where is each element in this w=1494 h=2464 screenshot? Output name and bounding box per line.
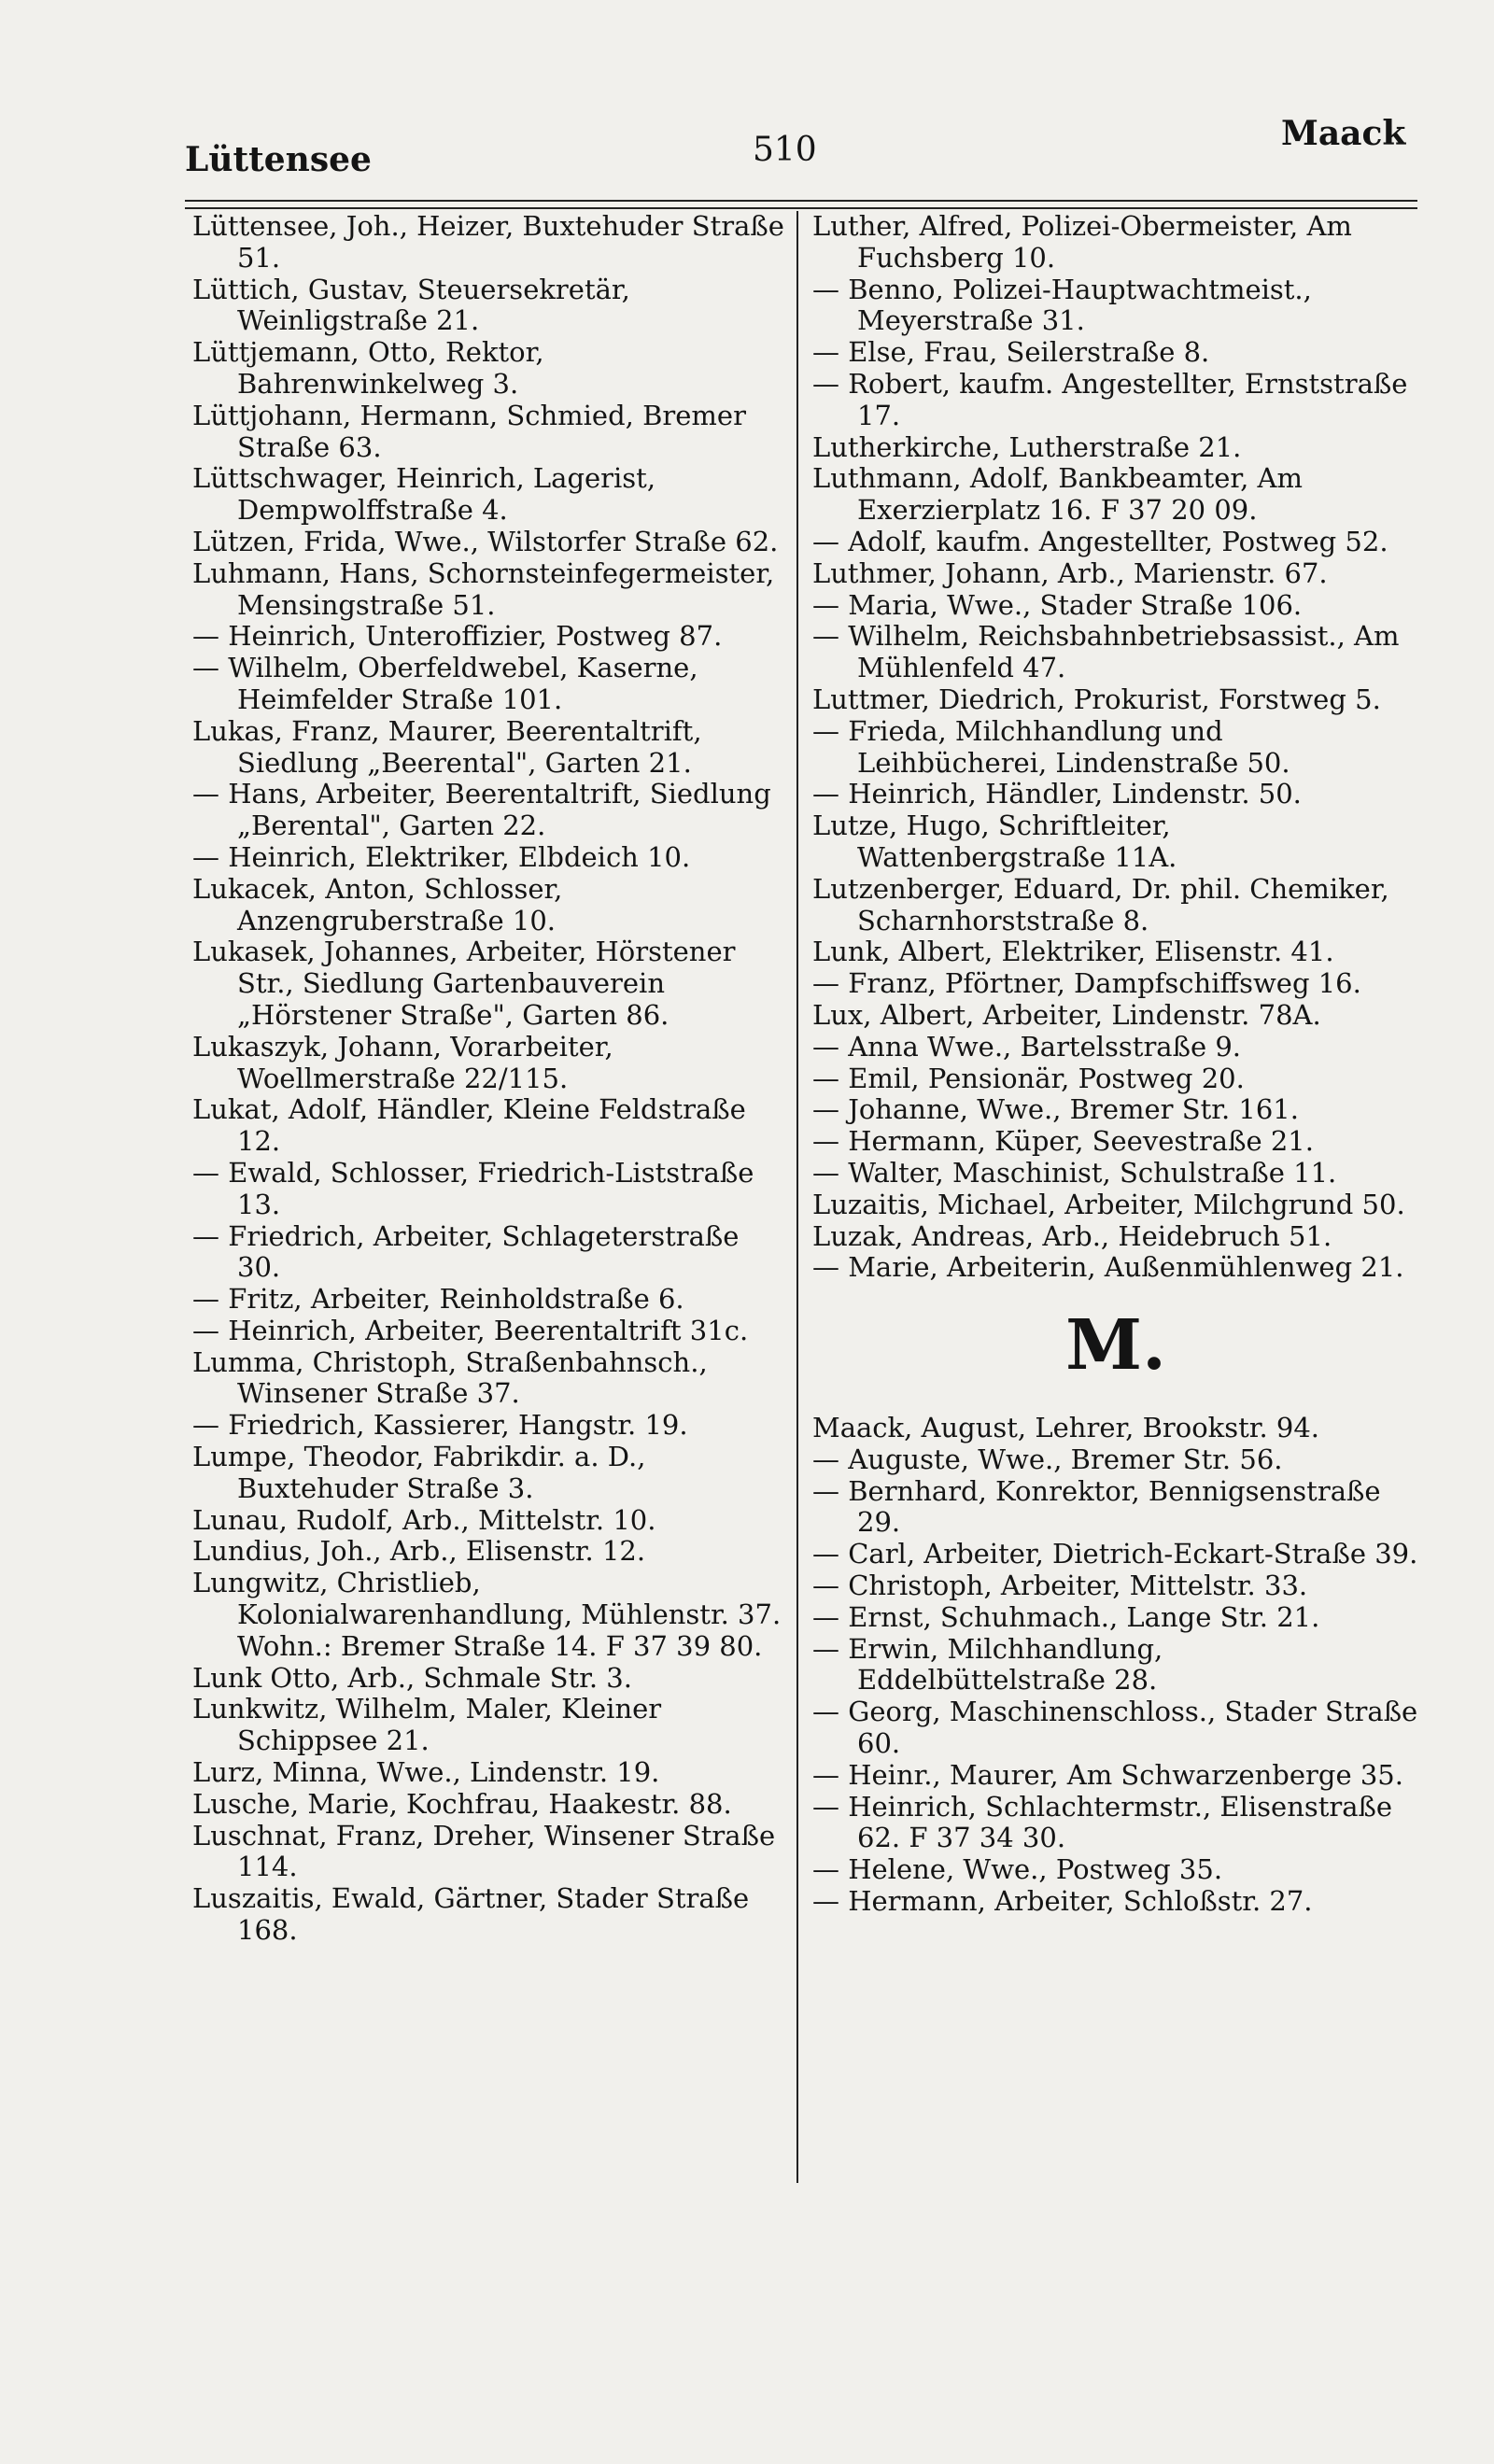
directory-entry: Lunkwitz, Wilhelm, Maler, Kleiner Schippsee 21. <box>192 1693 662 1757</box>
directory-entry: Lungwitz, Christlieb, Kolonialwarenhandlung, Mühlenstr. 37. Wohn.: Bremer Straße 14. F 37 39 80. <box>192 1567 782 1662</box>
directory-entry: Lukaszyk, Johann, Vorarbeiter, Woellmerstraße 22/115. <box>192 1030 613 1094</box>
directory-entry: — Erwin, Milchhandlung, Eddelbüttelstraße 28. <box>812 1632 1163 1697</box>
directory-entry: Luthmann, Adolf, Bankbeamter, Am Exerzierplatz 16. F 37 20 09. <box>812 462 1303 527</box>
directory-entry: — Emil, Pensionär, Postweg 20. <box>812 1062 1245 1094</box>
directory-entry: Luthmer, Johann, Arb., Marienstr. 67. <box>812 556 1328 589</box>
directory-entry: — Robert, kaufm. Angestellter, Ernststraße 17. <box>812 367 1408 431</box>
directory-entry: — Maria, Wwe., Stader Straße 106. <box>812 588 1303 621</box>
directory-entry: Lundius, Joh., Arb., Elisenstr. 12. <box>192 1535 646 1568</box>
directory-entry: Lunk Otto, Arb., Schmale Str. 3. <box>192 1661 632 1694</box>
page-header <box>0 0 1494 187</box>
directory-entry: Lukat, Adolf, Händler, Kleine Feldstraße 12. <box>192 1093 746 1158</box>
directory-entry: Lutze, Hugo, Schriftleiter, Wattenbergstraße 11A. <box>812 810 1177 873</box>
directory-entry: — Wilhelm, Reichsbahnbetriebsassist., Am Mühlenfeld 47. <box>812 620 1400 684</box>
directory-entry: — Franz, Pförtner, Dampfschiffsweg 16. <box>812 967 1361 1000</box>
directory-entry: Lüttjemann, Otto, Rektor, Bahrenwinkelweg 3. <box>192 336 544 400</box>
directory-entry: — Johanne, Wwe., Bremer Str. 161. <box>812 1093 1299 1126</box>
directory-entry: — Hermann, Arbeiter, Schloßstr. 27. <box>812 1885 1313 1918</box>
left-column <box>192 211 784 1947</box>
directory-entry: — Walter, Maschinist, Schulstraße 11. <box>812 1156 1337 1189</box>
directory-entry: Lukasek, Johannes, Arbeiter, Hörstener Str., Siedlung Gartenbauverein „Hörstener Straße", Garten 86. <box>192 936 736 1031</box>
directory-entry: — Fritz, Arbeiter, Reinholdstraße 6. <box>192 1283 684 1316</box>
directory-entry: — Georg, Maschinenschloss., Stader Straße 60. <box>812 1696 1418 1760</box>
column-divider <box>796 211 798 2183</box>
directory-entry: Luschnat, Franz, Dreher, Winsener Straße 114. <box>192 1819 776 1883</box>
directory-entry: — Wilhelm, Oberfeldwebel, Kaserne, Heimfelder Straße 101. <box>192 652 698 715</box>
directory-entry: — Christoph, Arbeiter, Mittelstr. 33. <box>812 1570 1308 1602</box>
directory-entry: — Else, Frau, Seilerstraße 8. <box>812 336 1210 369</box>
header-rule-bottom <box>185 207 1417 209</box>
right-column <box>812 211 1419 1918</box>
directory-entry: Lüttensee, Joh., Heizer, Buxtehuder Straße 51. <box>192 210 784 274</box>
directory-entry: — Hans, Arbeiter, Beerentaltrift, Siedlung „Berental", Garten 22. <box>192 778 771 842</box>
directory-entry: — Ewald, Schlosser, Friedrich-Liststraße 13. <box>192 1156 754 1220</box>
directory-entry: Luzaitis, Michael, Arbeiter, Milchgrund 50. <box>812 1188 1405 1220</box>
directory-entry: Lüttjohann, Hermann, Schmied, Bremer Straße 63. <box>192 399 746 463</box>
directory-entry: Maack, August, Lehrer, Brookstr. 94. <box>812 1412 1320 1444</box>
directory-entry: Luther, Alfred, Polizei-Obermeister, Am Fuchsberg 10. <box>812 210 1352 274</box>
directory-entry: — Bernhard, Konrektor, Bennigsenstraße 29. <box>812 1474 1381 1539</box>
directory-entry: Lutherkirche, Lutherstraße 21. <box>812 430 1242 463</box>
directory-entry: Luhmann, Hans, Schornsteinfegermeister, Mensingstraße 51. <box>192 556 775 621</box>
directory-entry: Lukacek, Anton, Schlosser, Anzengruberstraße 10. <box>192 872 563 936</box>
directory-entry: Lützen, Frida, Wwe., Wilstorfer Straße 62. <box>192 525 779 557</box>
directory-entry: Lüttich, Gustav, Steuersekretär, Weinligstraße 21. <box>192 273 630 337</box>
directory-entry: Luszaitis, Ewald, Gärtner, Stader Straße 168. <box>192 1882 750 1947</box>
header-right-word: Maack <box>1281 114 1406 153</box>
directory-entry: Luttmer, Diedrich, Prokurist, Forstweg 5. <box>812 683 1381 715</box>
directory-entry: Lurz, Minna, Wwe., Lindenstr. 19. <box>192 1756 660 1789</box>
directory-entry: — Adolf, kaufm. Angestellter, Postweg 52. <box>812 525 1388 557</box>
header-left-word: Lüttensee <box>185 140 372 179</box>
directory-entry: Lüttschwager, Heinrich, Lagerist, Dempwolffstraße 4. <box>192 462 656 527</box>
directory-entry: — Benno, Polizei-Hauptwachtmeist., Meyerstraße 31. <box>812 273 1312 337</box>
directory-entry: — Hermann, Küper, Seevestraße 21. <box>812 1125 1314 1158</box>
directory-entry: — Anna Wwe., Bartelsstraße 9. <box>812 1030 1242 1063</box>
directory-entry: Luzak, Andreas, Arb., Heidebruch 51. <box>812 1219 1332 1252</box>
directory-entry: — Heinrich, Elektriker, Elbdeich 10. <box>192 840 691 873</box>
directory-entry: — Heinrich, Schlachtermstr., Elisenstraße 62. F 37 34 30. <box>812 1790 1393 1854</box>
directory-entry: Lusche, Marie, Kochfrau, Haakestr. 88. <box>192 1787 732 1820</box>
directory-entry: — Heinrich, Unteroffizier, Postweg 87. <box>192 620 723 653</box>
directory-entry: Lunau, Rudolf, Arb., Mittelstr. 10. <box>192 1503 656 1536</box>
right-column-entries-m <box>812 1413 1419 1918</box>
section-letter-heading: M. <box>1065 1305 1166 1387</box>
directory-entry: — Heinrich, Händler, Lindenstr. 50. <box>812 778 1302 810</box>
directory-entry: — Heinrich, Arbeiter, Beerentaltrift 31c. <box>192 1314 749 1346</box>
page-number: 510 <box>753 131 817 169</box>
directory-entry: — Helene, Wwe., Postweg 35. <box>812 1853 1223 1886</box>
directory-entry: — Friedrich, Arbeiter, Schlageterstraße 30. <box>192 1219 740 1284</box>
directory-entry: — Heinr., Maurer, Am Schwarzenberge 35. <box>812 1758 1403 1791</box>
directory-entry: Lumma, Christoph, Straßenbahnsch., Winsener Straße 37. <box>192 1345 708 1410</box>
right-column-entries <box>812 211 1419 1284</box>
directory-entry: Lutzenberger, Eduard, Dr. phil. Chemiker, Scharnhorststraße 8. <box>812 872 1389 936</box>
directory-entry: — Marie, Arbeiterin, Außenmühlenweg 21. <box>812 1251 1404 1284</box>
directory-entry: — Carl, Arbeiter, Dietrich-Eckart-Straße 39. <box>812 1538 1418 1570</box>
directory-entry: Lukas, Franz, Maurer, Beerentaltrift, Siedlung „Beerental", Garten 21. <box>192 714 702 779</box>
header-rule-top <box>185 200 1417 202</box>
directory-entry: Lumpe, Theodor, Fabrikdir. a. D., Buxtehuder Straße 3. <box>192 1441 646 1504</box>
directory-entry: — Ernst, Schuhmach., Lange Str. 21. <box>812 1600 1320 1633</box>
directory-entry: — Friedrich, Kassierer, Hangstr. 19. <box>192 1409 688 1442</box>
directory-entry: — Frieda, Milchhandlung und Leihbücherei, Lindenstraße 50. <box>812 714 1290 779</box>
directory-entry: Lux, Albert, Arbeiter, Lindenstr. 78A. <box>812 998 1321 1031</box>
directory-entry: Lunk, Albert, Elektriker, Elisenstr. 41. <box>812 936 1334 968</box>
directory-entry: — Auguste, Wwe., Bremer Str. 56. <box>812 1443 1283 1475</box>
